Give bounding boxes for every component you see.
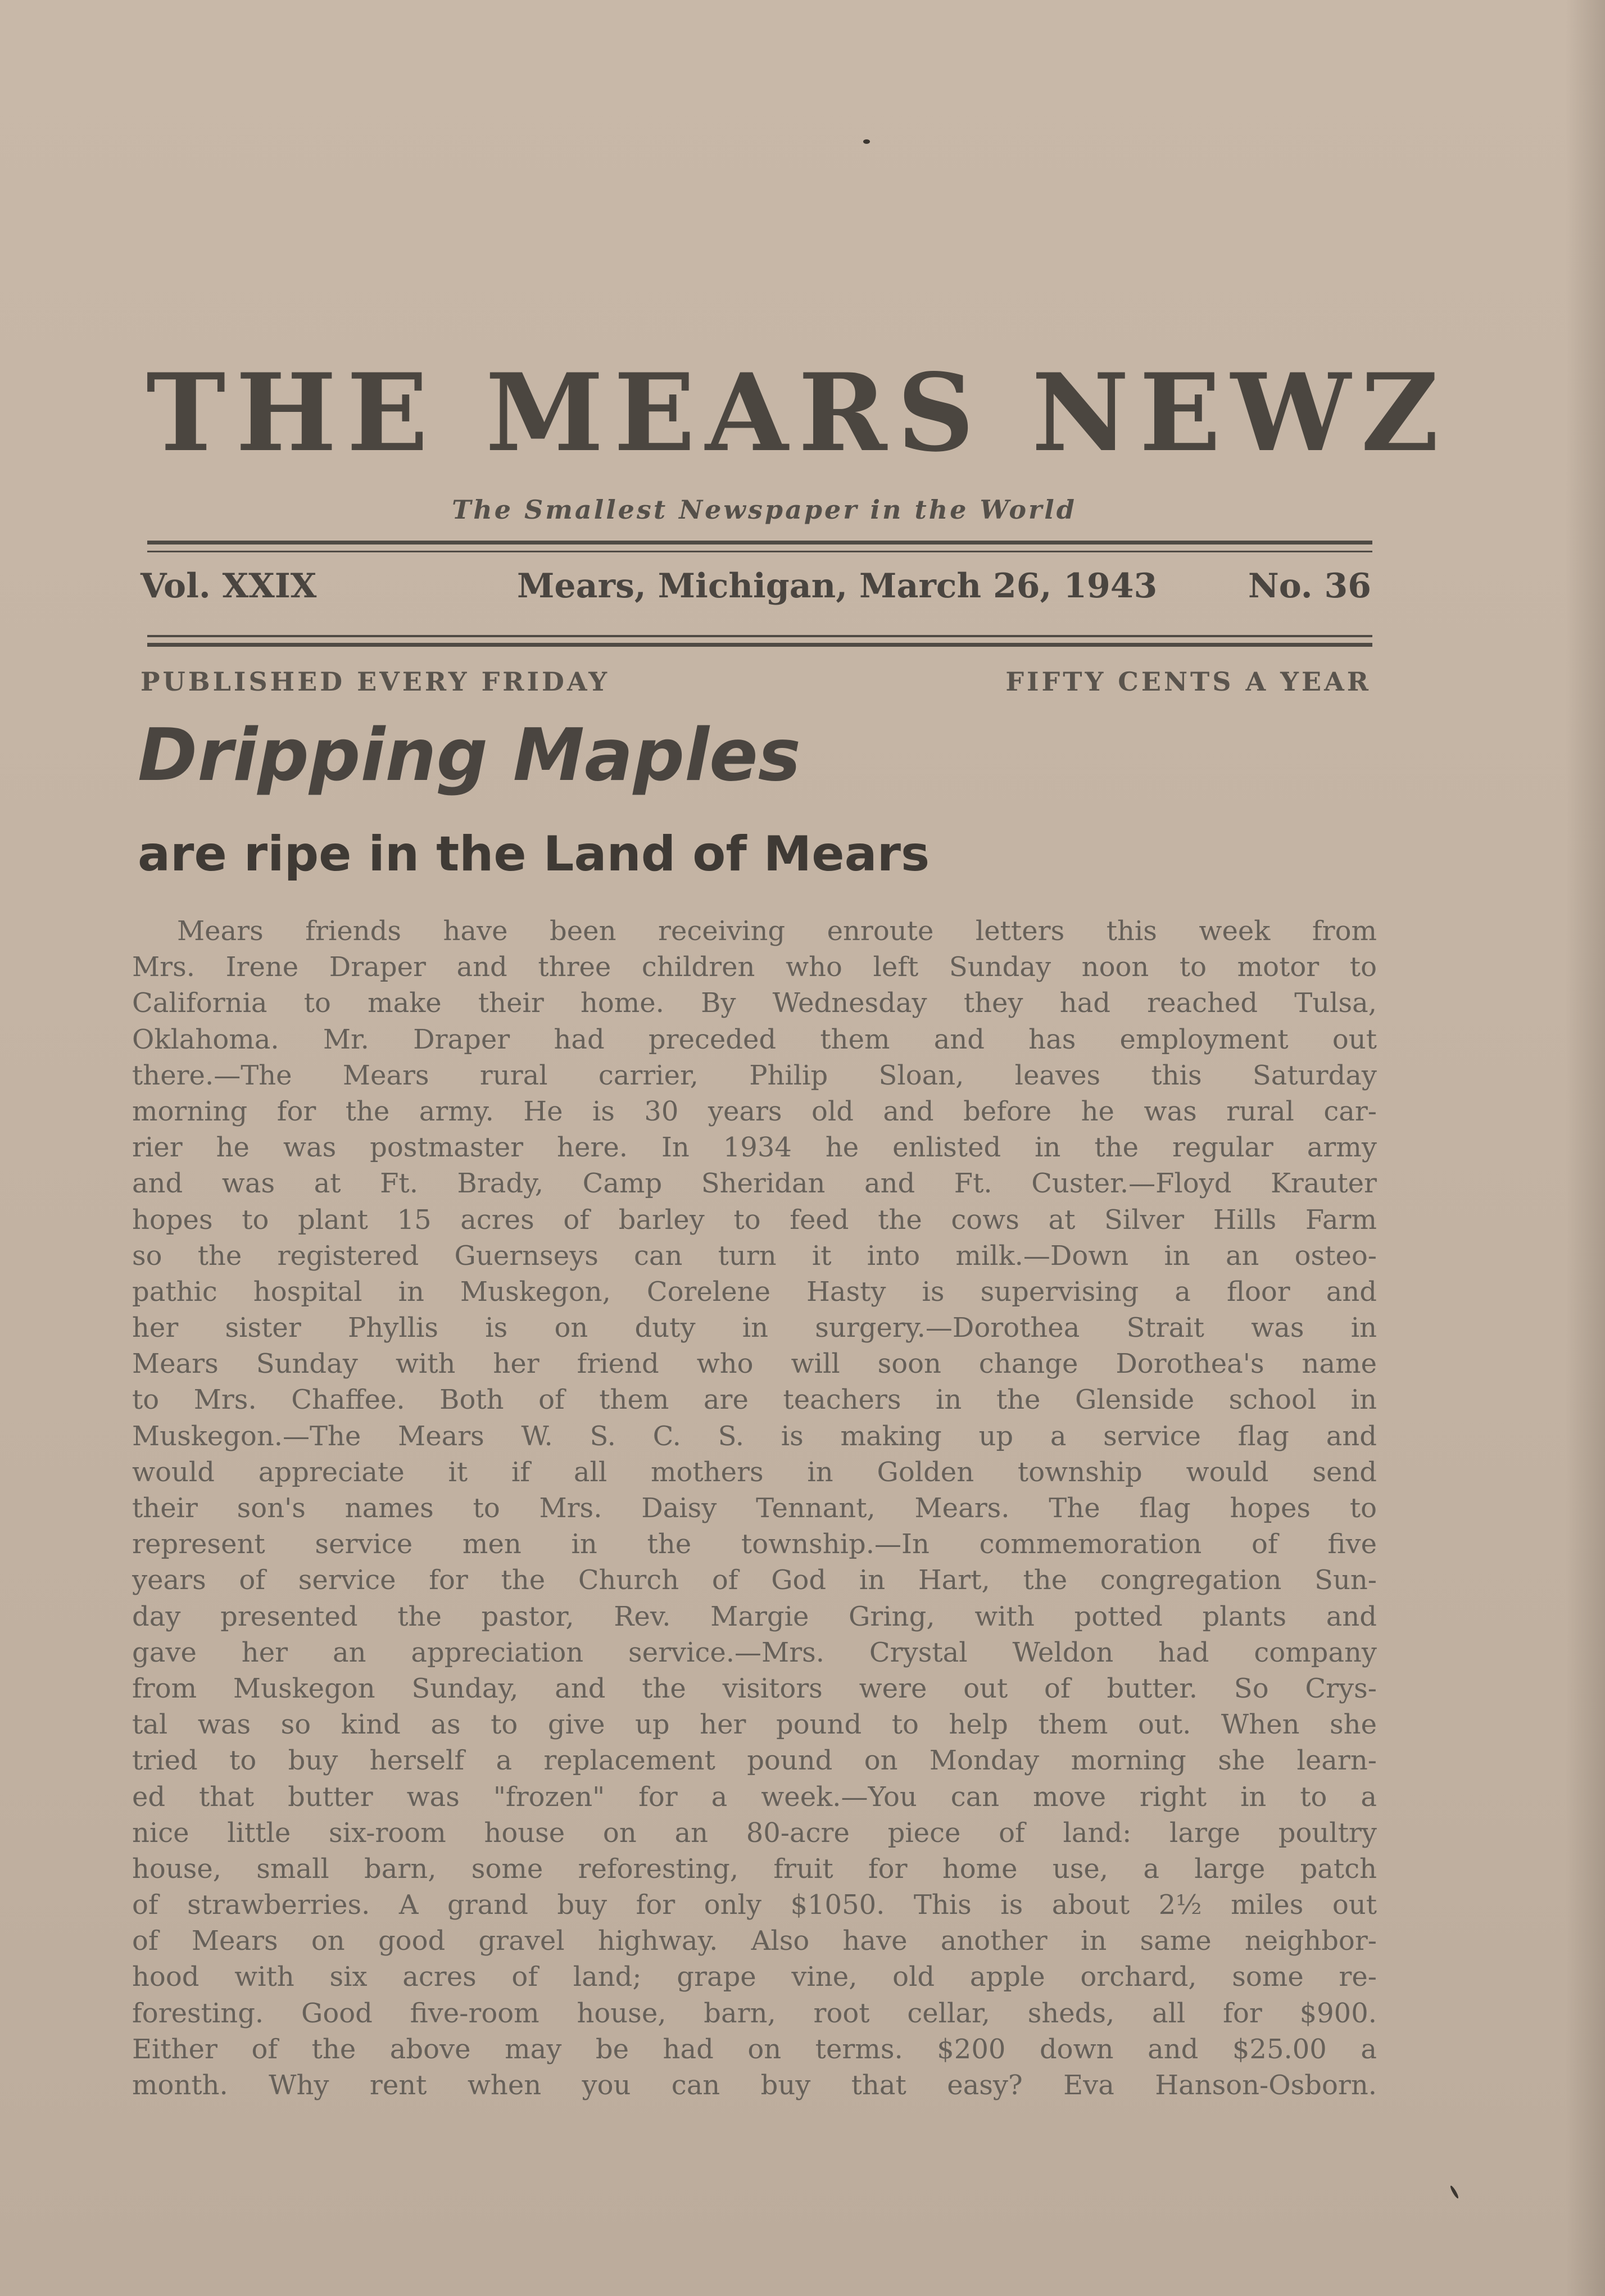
article-line: ed that butter was "frozen" for a week.—You can move right in to a: [132, 1781, 1377, 1813]
article-line: hood with six acres of land; grape vine, old apple orchard, some re-: [132, 1961, 1377, 1993]
article-line: Mrs. Irene Draper and three children who left Sunday noon to motor to: [132, 951, 1377, 983]
article-headline: Dripping Maples: [138, 714, 801, 797]
issue-info-line: [140, 566, 1377, 617]
article-line: to Mrs. Chaffee. Both of them are teachers in the Glenside school in: [132, 1384, 1377, 1416]
article-line: morning for the army. He is 30 years old and before he was rural car-: [132, 1095, 1377, 1127]
article-line: Muskegon.—The Mears W. S. C. S. is making up a service flag and: [132, 1420, 1377, 1452]
subscription-price: FIFTY CENTS A YEAR: [1005, 666, 1371, 697]
page-edge-shadow: [1566, 0, 1605, 2296]
article-line: house, small barn, some reforesting, fruit for home use, a large patch: [132, 1853, 1377, 1885]
publication-frequency: PUBLISHED EVERY FRIDAY: [140, 666, 610, 697]
article-line: and was at Ft. Brady, Camp Sheridan and Ft. Custer.—Floyd Krauter: [132, 1168, 1377, 1200]
article-line: foresting. Good five-room house, barn, root cellar, sheds, all for $900.: [132, 1997, 1377, 2029]
article-line: so the registered Guernseys can turn it into milk.—Down in an osteo-: [132, 1240, 1377, 1272]
article-line: nice little six-room house on an 80-acre piece of land: large poultry: [132, 1817, 1377, 1849]
article-line: Either of the above may be had on terms. $200 down and $25.00 a: [132, 2033, 1377, 2065]
article-line: rier he was postmaster here. In 1934 he enlisted in the regular army: [132, 1132, 1377, 1164]
article-line: month. Why rent when you can buy that easy? Eva Hanson-Osborn.: [132, 2070, 1377, 2101]
article-line: of Mears on good gravel highway. Also have another in same neighbor-: [132, 1925, 1377, 1957]
article-line: Oklahoma. Mr. Draper had preceded them and has employment out: [132, 1023, 1377, 1055]
volume-number: Vol. XXIX: [140, 566, 317, 606]
article-line: there.—The Mears rural carrier, Philip Sloan, leaves this Saturday: [132, 1059, 1377, 1091]
article-line: hopes to plant 15 acres of barley to feed the cows at Silver Hills Farm: [132, 1204, 1377, 1236]
masthead-title: THE MEARS NEWZ: [146, 350, 1449, 475]
issue-rule-thick: [147, 643, 1372, 647]
article-line: of strawberries. A grand buy for only $1050. This is about 2½ miles out: [132, 1889, 1377, 1921]
masthead-rule-thin: [147, 551, 1372, 552]
article-body: [132, 913, 1377, 2103]
article-line: Mears Sunday with her friend who will soon change Dorothea's name: [132, 1348, 1377, 1380]
article-line: their son's names to Mrs. Daisy Tennant, Mears. The flag hopes to: [132, 1492, 1377, 1524]
article-line: tal was so kind as to give up her pound to help them out. When she: [132, 1709, 1377, 1741]
masthead-rule-thick: [147, 541, 1372, 544]
issue-number: No. 36: [1248, 566, 1371, 606]
article-line: California to make their home. By Wednesday they had reached Tulsa,: [132, 987, 1377, 1019]
article-line: years of service for the Church of God in Hart, the congregation Sun-: [132, 1564, 1377, 1596]
article-subheadline: are ripe in the Land of Mears: [138, 826, 930, 882]
article-line: day presented the pastor, Rev. Margie Gring, with potted plants and: [132, 1600, 1377, 1632]
article-line: tried to buy herself a replacement pound on Monday morning she learn-: [132, 1745, 1377, 1777]
article-line: represent service men in the township.—In commemoration of five: [132, 1528, 1377, 1560]
ink-speck: [863, 139, 870, 144]
article-line: would appreciate it if all mothers in Golden township would send: [132, 1456, 1377, 1488]
issue-rule-thin: [147, 635, 1372, 637]
masthead-tagline: The Smallest Newspaper in the World: [452, 494, 1077, 525]
article-line: gave her an appreciation service.—Mrs. Crystal Weldon had company: [132, 1636, 1377, 1668]
article-line: pathic hospital in Muskegon, Corelene Hasty is supervising a floor and: [132, 1276, 1377, 1308]
place-and-date: Mears, Michigan, March 26, 1943: [517, 566, 1158, 606]
article-line: Mears friends have been receiving enroute letters this week from: [177, 915, 1377, 947]
article-line: from Muskegon Sunday, and the visitors were out of butter. So Crys-: [132, 1672, 1377, 1704]
publication-info-line: [140, 666, 1377, 706]
article-line: her sister Phyllis is on duty in surgery.—Dorothea Strait was in: [132, 1312, 1377, 1344]
